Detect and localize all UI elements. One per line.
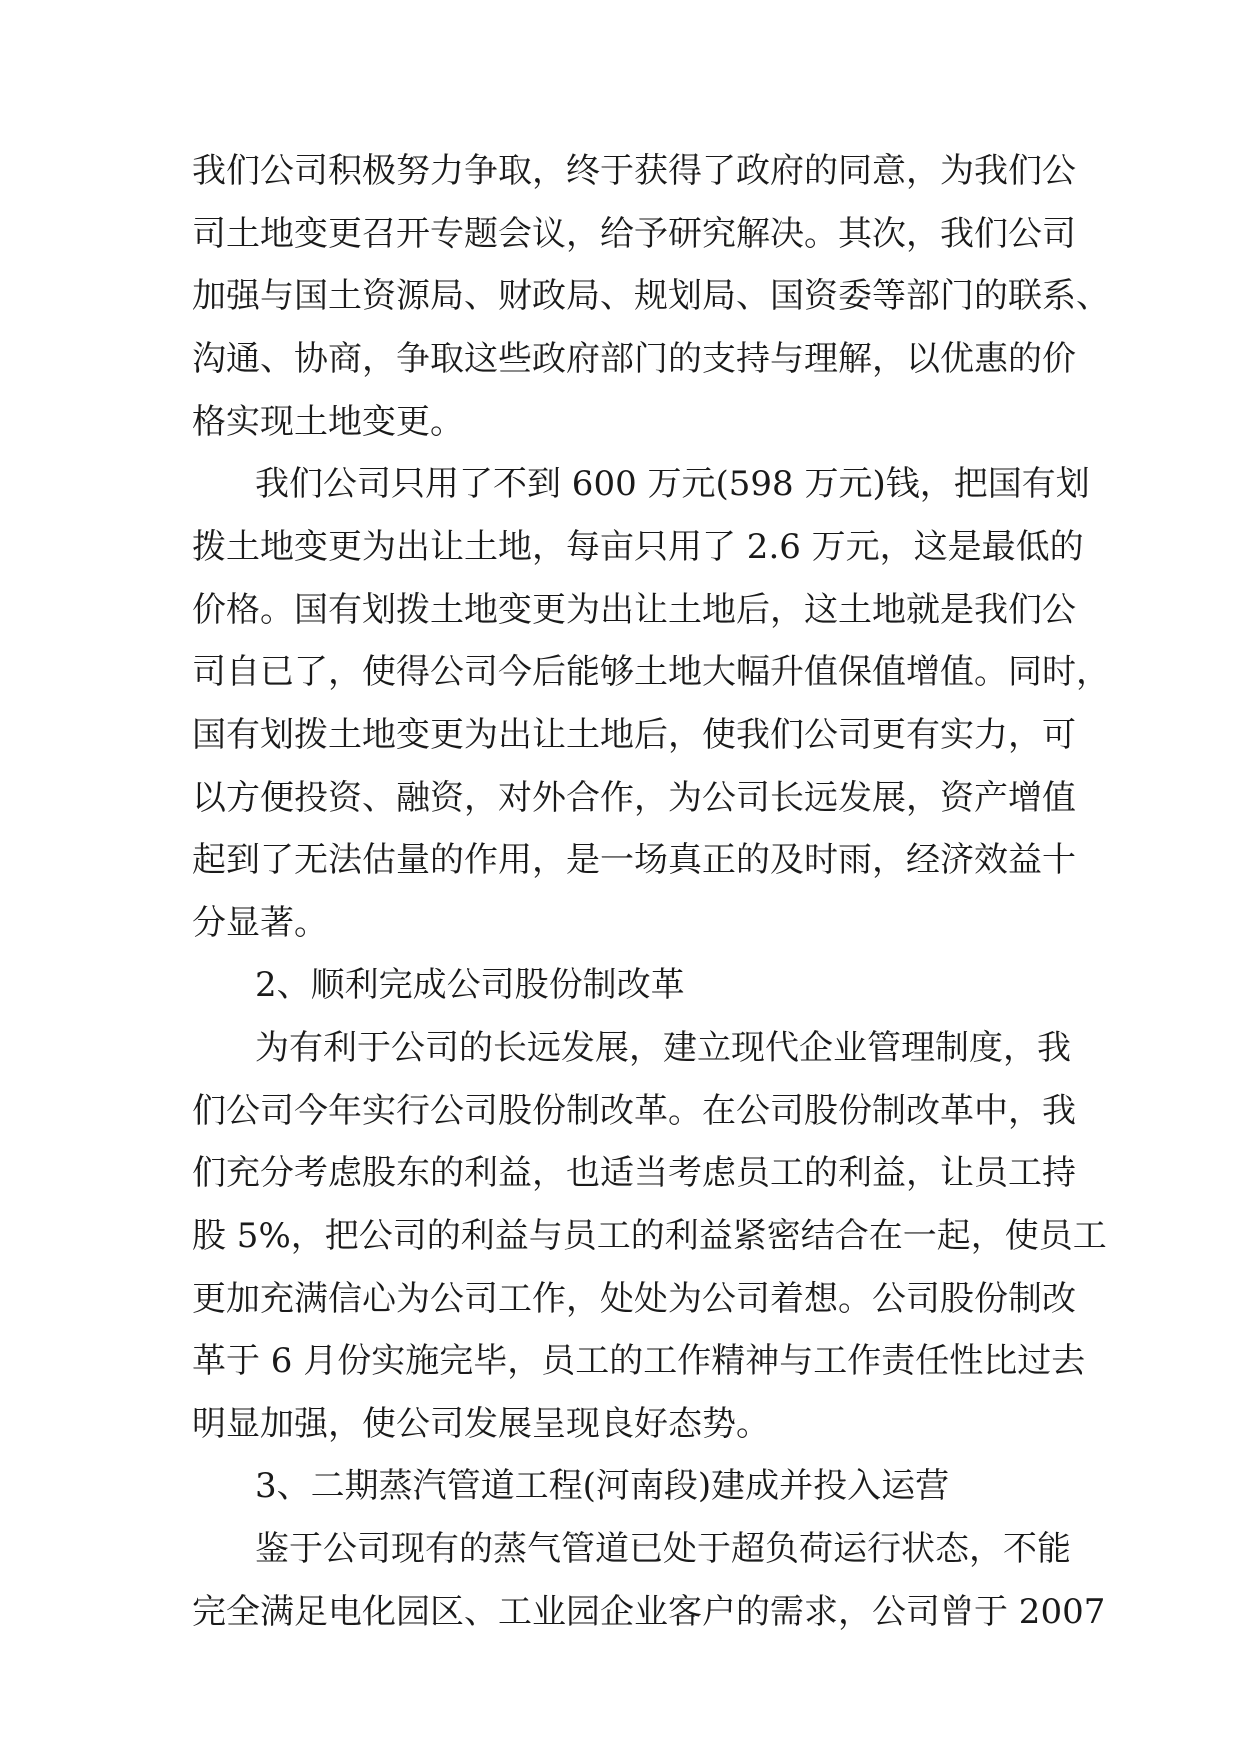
text-line: 完全满足电化园区、工业园企业客户的需求，公司曾于 2007	[192, 1592, 1106, 1632]
text-line: 国有划拨土地变更为出让土地后，使我们公司更有实力，可	[192, 715, 1076, 755]
text-line: 拨土地变更为出让土地，每亩只用了 2.6 万元，这是最低的	[192, 527, 1084, 567]
text-line: 加强与国土资源局、财政局、规划局、国资委等部门的联系、	[192, 276, 1110, 316]
text-line: 格实现土地变更。	[192, 402, 464, 442]
text-line: 分显著。	[192, 903, 328, 943]
text-line: 股 5%，把公司的利益与员工的利益紧密结合在一起，使员工	[192, 1216, 1107, 1256]
text-line: 更加充满信心为公司工作，处处为公司着想。公司股份制改	[192, 1279, 1076, 1319]
text-line: 们公司今年实行公司股份制改革。在公司股份制改革中，我	[192, 1091, 1076, 1131]
paragraph-first-line: 为有利于公司的长远发展，建立现代企业管理制度，我	[255, 1028, 1071, 1068]
text-line: 沟通、协商，争取这些政府部门的支持与理解，以优惠的价	[192, 339, 1076, 379]
text-line: 以方便投资、融资，对外合作，为公司长远发展，资产增值	[192, 778, 1076, 818]
text-line: 起到了无法估量的作用，是一场真正的及时雨，经济效益十	[192, 840, 1076, 880]
text-line: 司土地变更召开专题会议，给予研究解决。其次，我们公司	[192, 214, 1076, 254]
paragraph-first-line: 鉴于公司现有的蒸气管道已处于超负荷运行状态，不能	[255, 1529, 1071, 1569]
text-line: 我们公司积极努力争取，终于获得了政府的同意，为我们公	[192, 151, 1076, 191]
paragraph-first-line: 我们公司只用了不到 600 万元(598 万元)钱，把国有划	[255, 464, 1090, 504]
text-line: 价格。国有划拨土地变更为出让土地后，这土地就是我们公	[192, 590, 1076, 630]
text-line: 革于 6 月份实施完毕，员工的工作精神与工作责任性比过去	[192, 1341, 1086, 1381]
section-heading: 3、二期蒸汽管道工程(河南段)建成并投入运营	[255, 1466, 950, 1506]
text-line: 司自已了，使得公司今后能够土地大幅升值保值增值。同时，	[192, 652, 1110, 692]
text-line: 明显加强，使公司发展呈现良好态势。	[192, 1404, 770, 1444]
section-heading: 2、顺利完成公司股份制改革	[255, 965, 685, 1005]
text-line: 们充分考虑股东的利益，也适当考虑员工的利益，让员工持	[192, 1153, 1076, 1193]
